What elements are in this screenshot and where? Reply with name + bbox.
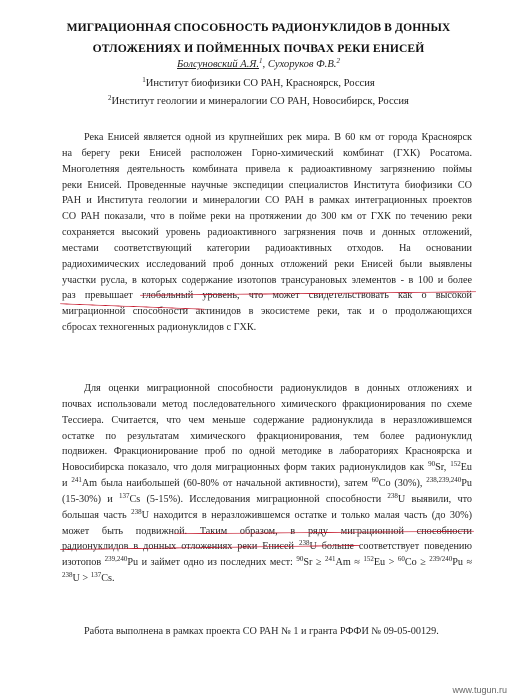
author-2: Сухоруков Ф.В. [267,59,337,70]
text-run: U находится в неразложившемся остатке и только малая часть (до 30%) [141,509,472,521]
text-run: Sr ≥ [303,557,322,569]
isotope-mass: 90 [428,460,436,469]
isotope-mass: 241 [71,476,82,485]
affiliation-2-mark: 2 [108,94,112,102]
isotope-mass: 238,239,240 [426,476,462,485]
paragraph-2-line [62,508,472,524]
paragraph-1-line: сохраняется высокий уровень радиоактивного загрязнения почв и донных отложений, [62,227,472,239]
paragraph-2-line [62,460,472,476]
text-run: Co (30%), [378,478,423,490]
paragraph-2-line [62,492,472,508]
paragraph-2-line [62,476,472,492]
affiliation-2 [40,96,477,107]
paragraph-1-line: сбросах техногенных радионуклидов с ГХК. [62,322,257,334]
isotope-mass: 137 [90,571,102,580]
watermark: www.tugun.ru [452,685,507,695]
author-2-affiliation-mark: 2 [336,57,340,65]
text-run: Am была наибольшей (60-80% от начальной активности), затем [81,478,368,490]
paragraph-2-line: Тессиера. Считается, что чем меньше содержание радионуклида в неразложившемся [62,414,472,426]
isotope-mass: 238 [131,507,142,516]
text-run: Cs. [101,573,115,585]
isotope-mass: 60 [397,555,405,564]
paragraph-2-line: Для оценки миграционной способности радионуклидов в донных отложениях и [84,383,472,394]
paragraph-2-line: почвах использовали метод последовательного химического фракционирования по схеме [62,398,472,410]
isotope-mass: 60 [371,476,379,485]
text-run: радионуклидов в донных отложениях реки Енисей [62,541,295,553]
paragraph-1-line: Многолетняя деятельность комбината привела к радиоактивному загрязнению поймы [62,163,472,175]
text-run: Новосибирска показало, что доля миграционных форм таких радионуклидов как [62,462,425,474]
text-run: Pu и займет одно из последних мест: [127,557,293,569]
title-line-2: ОТЛОЖЕНИЯХ И ПОЙМЕННЫХ ПОЧВАХ РЕКИ ЕНИСЕЙ [92,42,425,55]
author-1-affiliation-mark: 1 [259,57,263,65]
paragraph-1-line: Река Енисей является одной из крупнейших рек мира. В 60 км от города Красноярск [84,132,472,143]
text-run: Sr, [435,462,447,474]
isotope-mass: 90 [296,555,304,564]
text-run: большая часть [62,509,127,521]
text-run: Am ≈ [335,557,360,569]
paragraph-2-line: остатке по результатам химического фракционирования, тем более радионуклид [62,430,472,442]
paragraph-1-line: местами соответствующий категории радиоактивных отходов. На основании [62,242,472,254]
paragraph-2-line: подвижен. Фракционирование проб по одной методике в лабораториях Красноярска и [62,446,472,458]
text-run: изотопов [62,557,102,569]
isotope-mass: 241 [324,555,336,564]
paragraph-1-line: реки Енисей. Проведенные научные экспедиции специалистов Института биофизики СО [62,179,472,191]
text-run: Eu > [373,557,395,569]
paragraph-1-line: миграционной способности актинидов в экосистеме реки, так и о продолжающихся [62,306,472,318]
funding-note: Работа выполнена в рамках проекта СО РАН № 1 и гранта РФФИ № 09-05-00129. [84,626,439,637]
text-run: Co ≥ [404,557,426,569]
paragraph-2 [62,381,472,587]
isotope-mass: 238 [298,539,310,548]
affiliation-1-text: Институт биофизики СО РАН, Красноярск, Россия [145,78,375,89]
paragraph-1-line: раз превышает глобальный уровень, что может свидетельствовать как о высокой [62,290,472,302]
affiliation-1-mark: 1 [142,76,146,84]
paragraph-1-line: радиохимических исследований проб донных отложений реки Енисей были выявлены [62,258,472,270]
title-line-1: МИГРАЦИОННАЯ СПОСОБНОСТЬ РАДИОНУКЛИДОВ В ДОННЫХ [66,21,451,34]
authors: Болсуновский А.Я.$^1$, Сухоруков Ф.В.$^2$ [177,57,340,70]
affiliation-1 [40,78,477,89]
text-run: Cs (5-15%). Исследования миграционной способности [129,493,382,505]
affiliation-2-text: Институт геологии и минералогии СО РАН, Новосибирск, Россия [111,96,409,107]
paragraph-2-line [62,555,472,571]
text-run: и [62,478,68,490]
text-run: U > [72,573,89,585]
text-run: (15-30%) и [62,493,113,505]
isotope-mass: 239/240 [429,555,453,564]
text-run: Pu [461,478,473,490]
isotope-mass: 152 [363,555,374,564]
isotope-mass: 239,240 [104,555,128,564]
paragraph-2-line: может быть подвижной. Таким образом, в ряду миграционной способности [62,525,472,537]
text-run: Pu ≈ [452,557,473,569]
isotope-mass: 238 [62,571,73,580]
paragraph-2-line [62,571,472,587]
paragraph-1-line: участки русла, в которых содержание изотопов трансурановых элементов - в 100 и более [62,274,472,286]
isotope-mass: 137 [119,491,130,500]
isotope-mass: 238 [387,491,398,500]
paragraph-1-line: на берегу реки Енисей расположен Горно-химический комбинат (ГХК) Росатома. [62,147,472,159]
isotope-mass: 152 [450,460,461,469]
author-1: Болсуновский А.Я. [177,59,260,70]
text-run: U больше соответствует поведению [309,541,472,553]
text-run: U выявили, что [397,493,472,505]
text-run: Eu [460,462,473,474]
paragraph-1-line: РАН и Института геологии и минералогии СО РАН в рамках интеграционных проектов [62,195,472,207]
paragraph-1-line: СО РАН показали, что в пойме реки на протяжении до 300 км от ГХК по течению реки [62,211,472,223]
